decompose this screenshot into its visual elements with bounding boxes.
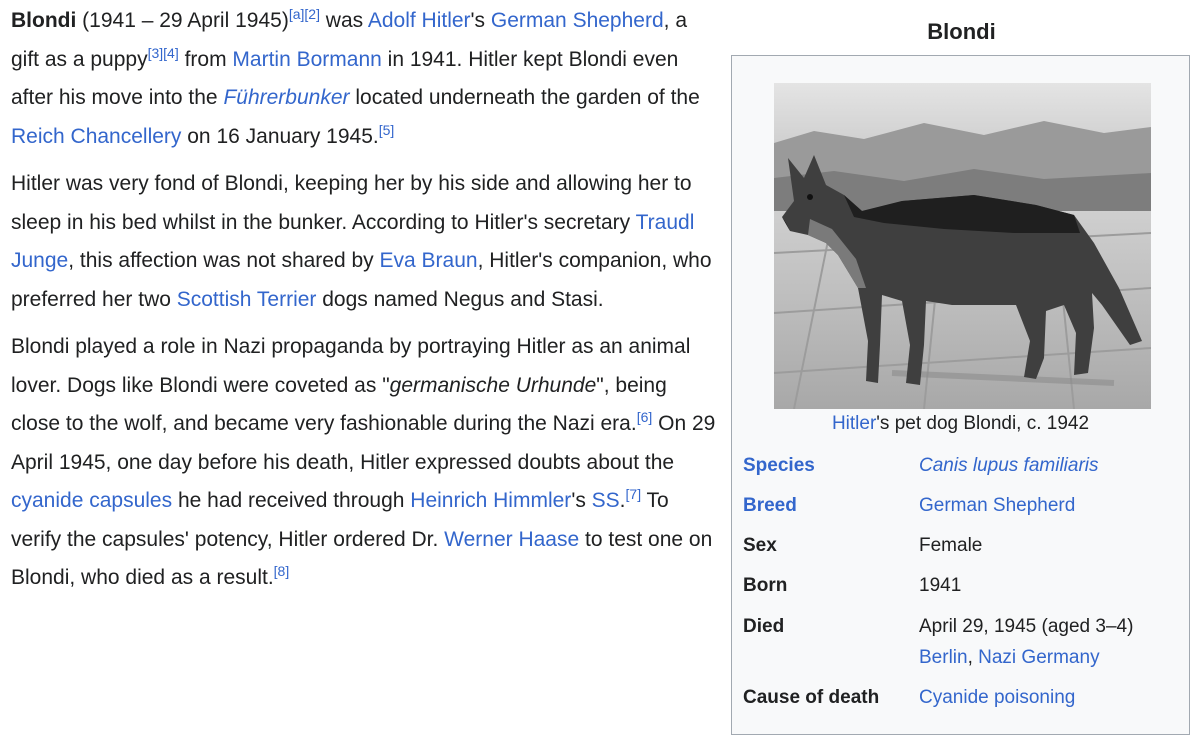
paragraph-2 bbox=[11, 165, 716, 319]
text: was bbox=[319, 9, 368, 32]
link-adolf-hitler[interactable]: Adolf Hitler bbox=[367, 9, 471, 32]
text: . bbox=[619, 489, 626, 512]
text: , this affection was not shared by bbox=[68, 249, 380, 272]
text: from bbox=[178, 47, 233, 71]
link-traudl-junge[interactable]: Traudl Junge bbox=[11, 210, 695, 272]
ref-link-4[interactable]: [4] bbox=[163, 44, 179, 61]
article-body bbox=[11, 2, 716, 607]
breed-value[interactable]: German Shepherd bbox=[919, 495, 1076, 516]
link-berlin[interactable]: Berlin bbox=[919, 647, 968, 668]
paragraph-1 bbox=[11, 2, 716, 156]
text: on 16 January 1945. bbox=[181, 124, 379, 148]
text: (1941 – 29 April 1945) bbox=[76, 9, 289, 32]
species-value[interactable]: Canis lupus familiaris bbox=[919, 455, 1099, 476]
died-label: Died bbox=[743, 616, 785, 637]
link-eva-braun[interactable]: Eva Braun bbox=[379, 249, 478, 272]
cause-of-death-value[interactable]: Cyanide poisoning bbox=[919, 687, 1076, 708]
link-scottish-terrier[interactable]: Scottish Terrier bbox=[176, 287, 317, 311]
dog-photo[interactable] bbox=[774, 83, 1151, 409]
infobox bbox=[731, 55, 1190, 735]
caption-link-hitler[interactable]: Hitler bbox=[831, 413, 877, 434]
born-value: 1941 bbox=[919, 575, 962, 596]
link-nazi-germany[interactable]: Nazi Germany bbox=[978, 647, 1100, 668]
link-ss[interactable]: SS bbox=[591, 489, 620, 512]
text: , Hitler's companion, who preferred her two bbox=[11, 249, 712, 311]
ref-link-a[interactable]: [a] bbox=[288, 6, 305, 22]
text: located underneath the garden of the bbox=[349, 86, 700, 109]
text: 's bbox=[571, 489, 592, 512]
born-label: Born bbox=[743, 575, 788, 596]
text: in 1941. Hitler kept Blondi even after his move into the bbox=[11, 47, 679, 109]
italic-term: germanische Urhunde bbox=[389, 373, 597, 397]
photo-caption bbox=[732, 412, 1189, 436]
link-werner-haase[interactable]: Werner Haase bbox=[444, 527, 580, 551]
text: On 29 April 1945, one day before his death, Hitler expressed doubts about the bbox=[11, 412, 716, 474]
text: Hitler was very fond of Blondi, keeping her by his side and allowing her to sleep in his bed whilst in the bunker. According to Hitler's secretary bbox=[11, 172, 692, 234]
article-subject: Blondi bbox=[11, 9, 77, 32]
link-german-shepherd[interactable]: German Shepherd bbox=[490, 9, 664, 32]
sex-label: Sex bbox=[743, 535, 777, 556]
text: he had received through bbox=[172, 489, 411, 512]
cause-of-death-label: Cause of death bbox=[743, 687, 880, 708]
place-separator: , bbox=[967, 647, 979, 668]
died-value bbox=[919, 611, 1189, 673]
german-shepherd-photo-illustration bbox=[774, 83, 1151, 409]
caption-text: 's pet dog Blondi, c. 1942 bbox=[876, 413, 1090, 434]
text: dogs named Negus and Stasi. bbox=[316, 287, 604, 311]
text: , a gift as a puppy bbox=[11, 9, 688, 71]
ref-link-7[interactable]: [7] bbox=[625, 486, 642, 502]
text: To verify the capsules' potency, Hitler ordered Dr. bbox=[11, 489, 669, 551]
species-label[interactable]: Species bbox=[743, 455, 815, 476]
infobox-title: Blondi bbox=[927, 19, 996, 44]
paragraph-3 bbox=[11, 328, 716, 598]
ref-link-3[interactable]: [3] bbox=[147, 44, 164, 61]
text: to test one on Blondi, who died as a result. bbox=[11, 527, 713, 589]
text: 's bbox=[470, 9, 491, 32]
ref-link-6[interactable]: [6] bbox=[636, 409, 653, 425]
link-fuhrerbunker[interactable]: Führerbunker bbox=[223, 86, 350, 109]
text: ", being close to the wolf, and became very fashionable during the Nazi era. bbox=[11, 373, 667, 435]
link-heinrich-himmler[interactable]: Heinrich Himmler bbox=[410, 489, 572, 512]
died-date: April 29, 1945 (aged 3–4) bbox=[919, 616, 1134, 637]
ref-link-2[interactable]: [2] bbox=[304, 6, 320, 22]
link-reich-chancellery[interactable]: Reich Chancellery bbox=[11, 124, 182, 148]
ref-link-5[interactable]: [5] bbox=[378, 121, 395, 138]
breed-label[interactable]: Breed bbox=[743, 495, 797, 516]
link-martin-bormann[interactable]: Martin Bormann bbox=[232, 47, 382, 71]
text: Blondi played a role in Nazi propaganda by portraying Hitler as an animal lover. Dogs like Blondi were coveted as " bbox=[11, 335, 691, 397]
sex-value: Female bbox=[919, 535, 983, 556]
link-cyanide-capsules[interactable]: cyanide capsules bbox=[11, 489, 173, 512]
ref-link-8[interactable]: [8] bbox=[273, 563, 290, 579]
